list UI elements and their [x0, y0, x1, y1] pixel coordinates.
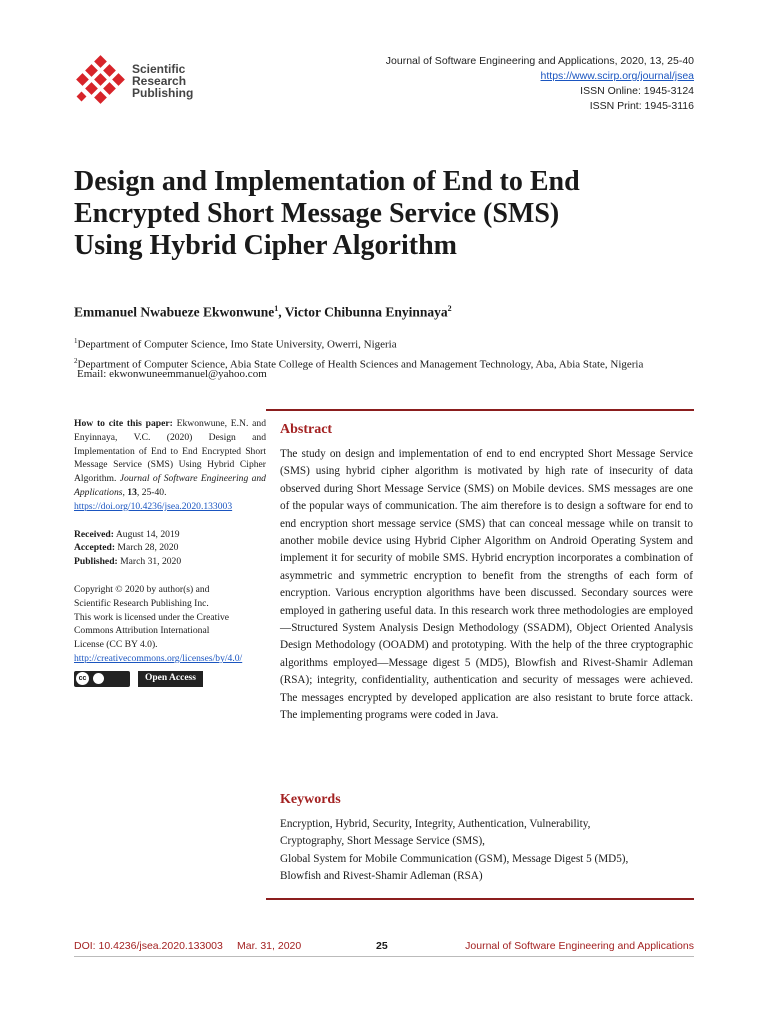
license-badges: [74, 671, 266, 687]
keywords-list: [280, 816, 693, 886]
publisher-logo-text: [132, 63, 193, 99]
author-name: Victor Chibunna Enyinnaya: [284, 304, 448, 320]
author-affil-sup: 1: [274, 304, 279, 313]
abstract-body: The study on design and implementation of end to end encrypted Short Message Service (SMS) using hybrid cipher algorithm is motivated by high rate of insecurity of data observed during Short Message Service (SMS) on Mobile devices. SMS messages are one of the popular ways of communication. The aim therefore is to design a software for end to end encryption short message service (SMS) that can conceal message while on transit to another mobile device using Hybrid Cipher Algorithm on Android Operating System and implement it for security of mobile SMS. Hybrid encryption incorporates a combination of asymmetric and symmetric encryption to benefit from the strengths of each form of encryption. Various encryption algorithms have been discussed. Secondary sources were employed in gathering useful data. In this research work three methodologies are employed—Structured System Analysis Design Methodology (SSADM), Object Oriented Analysis Design Methodology (OOADM) and prototyping. With the help of the three cryptographic algorithms employed—Message digest 5 (MD5), Blowfish and Rivest-Shamir Adleman (RSA); integrity, confidentiality, authentication and security of messages were achieved. The messages encrypted by developed application are also resistant to brute force attack. The implementing programs were coded in Java.: [280, 448, 693, 722]
published-value: March 31, 2020: [117, 556, 182, 568]
affiliation: [74, 333, 643, 353]
logo-line: Scientific: [132, 62, 186, 76]
keywords-line: Blowfish and Rivest-Shamir Adleman (RSA): [280, 870, 483, 883]
title-line: Using Hybrid Cipher Algorithm: [74, 230, 457, 261]
affiliation-text: Department of Computer Science, Imo State University, Owerri, Nigeria: [77, 338, 397, 351]
citation-label: How to cite this paper:: [74, 418, 173, 429]
citation-block: [74, 417, 266, 500]
paper-title: [74, 166, 694, 262]
citation-doi-link[interactable]: https://doi.org/10.4236/jsea.2020.133003: [74, 500, 233, 512]
article-info-sidebar: [74, 417, 266, 687]
page-number: 25: [376, 940, 388, 952]
citation-volume: 13: [127, 486, 137, 498]
cc-by-badge[interactable]: [74, 671, 130, 687]
affiliation-sup: 1: [74, 337, 78, 345]
accepted-label: Accepted:: [74, 542, 116, 554]
publisher-logo: [72, 55, 202, 111]
received-value: August 14, 2019: [113, 528, 180, 540]
license-block: [74, 583, 266, 666]
footer-rule: [74, 956, 694, 957]
author-separator: ,: [278, 304, 285, 320]
issn-online: ISSN Online: 1945-3124: [580, 85, 694, 97]
keywords-heading: Keywords: [280, 792, 341, 807]
affiliation-sup: 2: [74, 356, 78, 365]
logo-line: Publishing: [132, 86, 194, 100]
copyright-line: Commons Attribution International: [74, 625, 210, 637]
title-line: Design and Implementation of End to End: [74, 166, 580, 197]
copyright-line: License (CC BY 4.0).: [74, 639, 158, 651]
footer-doi: DOI: 10.4236/jsea.2020.133003: [74, 940, 223, 952]
citation-pages: , 25-40.: [136, 486, 167, 498]
journal-url-link[interactable]: https://www.scirp.org/journal/jsea: [540, 70, 694, 82]
copyright-line: This work is licensed under the Creative: [74, 611, 230, 623]
title-line: Encrypted Short Message Service (SMS): [74, 198, 560, 229]
article-dates: [74, 528, 266, 569]
keywords-line: Cryptography, Short Message Service (SMS),: [280, 835, 485, 848]
affiliations: [74, 333, 643, 372]
author-affil-sup: 2: [447, 304, 452, 313]
footer-date: Mar. 31, 2020: [237, 940, 302, 952]
publisher-logo-mark-icon: [72, 55, 130, 111]
citation-journal: Journal of Software Engineering and Applications: [74, 473, 266, 498]
license-url-link[interactable]: http://creativecommons.org/licenses/by/4.0/: [74, 652, 243, 664]
abstract-bottom-rule: [266, 898, 694, 900]
citation-separator: ,: [122, 486, 128, 498]
footer-journal-name: Journal of Software Engineering and Applications: [465, 940, 694, 952]
citation-text: Ekwonwune, E.N. and Enyinnaya, V.C. (2020) Design and Implementation of End to End Encrypted Short Message Service (SMS) Using Hybrid Cipher Algorithm.: [74, 418, 266, 485]
logo-line: Research: [132, 74, 187, 88]
open-access-badge: Open Access: [138, 671, 203, 687]
abstract-top-rule: [266, 409, 694, 411]
copyright-line: Copyright © 2020 by author(s) and: [74, 583, 210, 595]
journal-citation: Journal of Software Engineering and Applications, 2020, 13, 25-40: [385, 55, 694, 67]
accepted-date: [74, 541, 266, 555]
published-label: Published:: [74, 556, 118, 568]
authors: [74, 304, 452, 321]
published-date: [74, 555, 266, 569]
journal-header: [386, 54, 694, 114]
author-email: Email: ekwonwuneemmanuel@yahoo.com: [77, 368, 267, 380]
keywords-line: Global System for Mobile Communication (GSM), Message Digest 5 (MD5),: [280, 852, 629, 865]
abstract-heading: Abstract: [280, 422, 333, 437]
creative-commons-icon: cc: [76, 672, 89, 685]
copyright-line: Scientific Research Publishing Inc.: [74, 597, 209, 609]
accepted-value: March 28, 2020: [115, 542, 179, 554]
affiliation-text: Department of Computer Science, Abia State College of Health Sciences and Management Technology, Aba, Abia State, Nigeria: [77, 358, 644, 371]
issn-print: ISSN Print: 1945-3116: [589, 100, 694, 112]
received-label: Received:: [74, 528, 114, 540]
attribution-icon: [93, 673, 104, 684]
author-name: Emmanuel Nwabueze Ekwonwune: [74, 304, 275, 320]
keywords-line: Encryption, Hybrid, Security, Integrity, Authentication, Vulnerability,: [280, 818, 591, 830]
received-date: [74, 528, 266, 542]
